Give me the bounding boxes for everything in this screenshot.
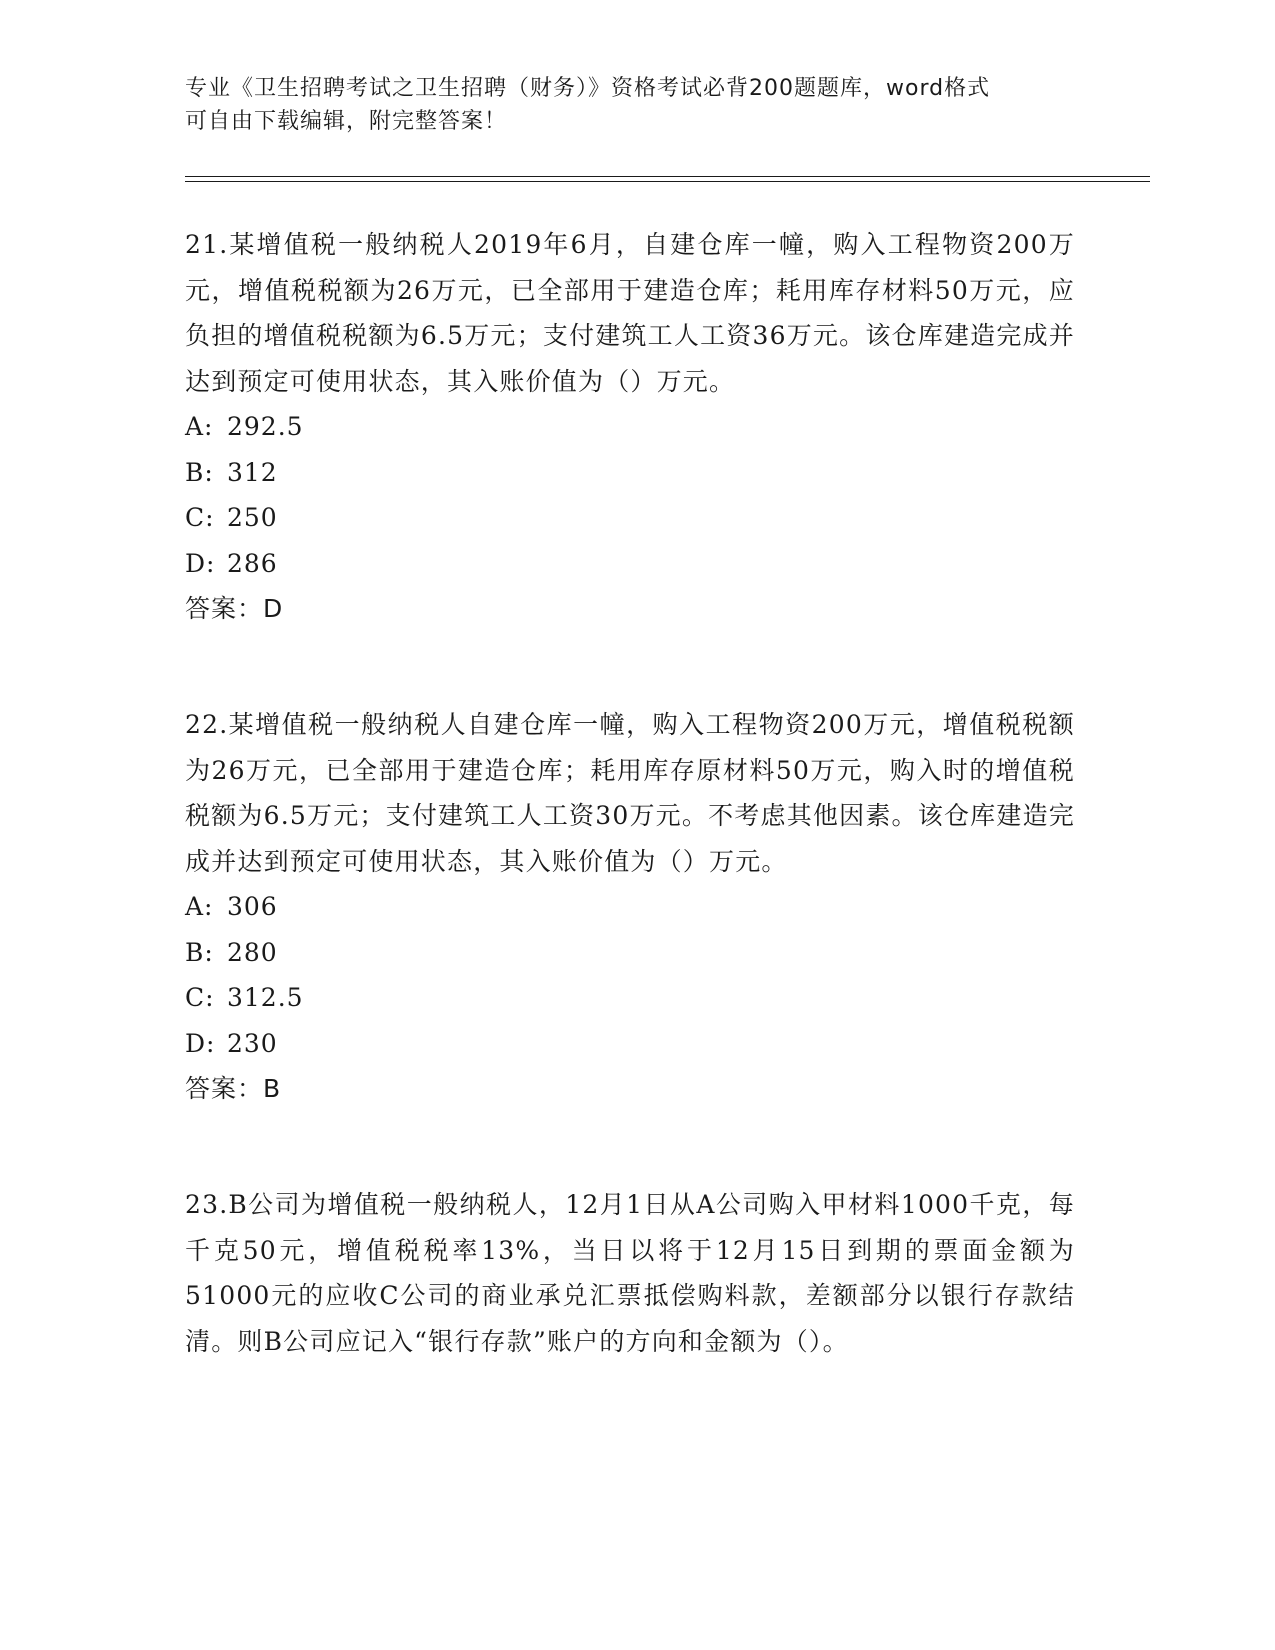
question-21 xyxy=(185,222,1075,632)
answer-line: 答案：D xyxy=(185,594,284,623)
question-stem: 23.B公司为增值税一般纳税人，12月1日从A公司购入甲材料1000千克，每千克50元，增值税税率13%，当日以将于12月15日到期的票面金额为51000元的应收C公司的商业承兑汇票抵偿购料款，差额部分以银行存款结清。则B公司应记入“银行存款”账户的方向和金额为（）。 xyxy=(185,1190,1075,1356)
question-23 xyxy=(185,1182,1075,1364)
header-line-2: 可自由下载编辑，附完整答案！ xyxy=(185,109,508,134)
header-line-1: 专业《卫生招聘考试之卫生招聘（财务）》资格考试必背200题题库，word格式 xyxy=(185,76,991,101)
header-divider xyxy=(185,176,1150,182)
option-text: 292.5 xyxy=(227,412,304,441)
option-d xyxy=(185,541,1075,587)
question-22 xyxy=(185,702,1075,1112)
option-letter: C: xyxy=(185,983,215,1012)
question-stem: 22.某增值税一般纳税人自建仓库一幢，购入工程物资200万元，增值税税额为26万元，已全部用于建造仓库；耗用库存原材料50万元，购入时的增值税税额为6.5万元；支付建筑工人工资30万元。不考虑其他因素。该仓库建造完成并达到预定可使用状态，其入账价值为（）万元。 xyxy=(185,710,1075,876)
option-letter: A: xyxy=(185,412,214,441)
option-letter: A: xyxy=(185,892,214,921)
option-b xyxy=(185,930,1075,976)
document-header xyxy=(185,72,1065,138)
option-text: 250 xyxy=(227,503,278,532)
answer-line: 答案：B xyxy=(185,1074,282,1103)
option-text: 280 xyxy=(227,937,278,967)
option-text: 312.5 xyxy=(227,983,304,1012)
option-text: 306 xyxy=(227,892,278,921)
option-c xyxy=(185,975,1075,1021)
option-text: 230 xyxy=(227,1028,278,1058)
option-letter: C: xyxy=(185,503,215,532)
option-letter: B: xyxy=(185,937,214,967)
option-c xyxy=(185,495,1075,541)
option-letter: D: xyxy=(185,548,216,578)
question-stem: 21.某增值税一般纳税人2019年6月，自建仓库一幢，购入工程物资200万元，增值税税额为26万元，已全部用于建造仓库；耗用库存材料50万元，应负担的增值税税额为6.5万元；支付建筑工人工资36万元。该仓库建造完成并达到预定可使用状态，其入账价值为（）万元。 xyxy=(185,230,1075,396)
option-a xyxy=(185,404,1075,450)
option-a xyxy=(185,884,1075,930)
option-b xyxy=(185,450,1075,496)
option-text: 312 xyxy=(227,457,278,487)
option-d xyxy=(185,1021,1075,1067)
option-letter: B: xyxy=(185,457,214,487)
option-letter: D: xyxy=(185,1028,216,1058)
option-text: 286 xyxy=(227,548,278,578)
